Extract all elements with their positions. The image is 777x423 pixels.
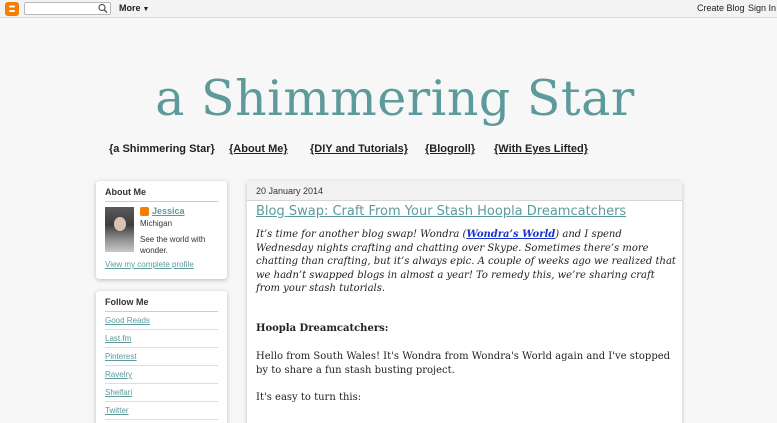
post-subheading: Hoopla Dreamcatchers: — [256, 323, 389, 334]
follow-list — [105, 312, 218, 420]
follow-link-twitter[interactable]: Twitter — [105, 402, 218, 420]
intro-text-before: It’s time for another blog swap! Wondra ( — [256, 229, 467, 240]
follow-link-pinterest[interactable]: Pinterest — [105, 348, 218, 366]
sign-in-link[interactable]: Sign In — [748, 3, 777, 13]
blogger-logo-icon[interactable] — [5, 2, 19, 16]
follow-link-shelfari[interactable]: Shelfari — [105, 384, 218, 402]
blog-title[interactable]: a Shimmering Star — [155, 70, 635, 127]
create-blog-link[interactable]: Create Blog — [697, 3, 745, 13]
wondras-world-link[interactable]: Wondra’s World — [466, 229, 556, 240]
page-link-with-eyes-lifted[interactable]: {With Eyes Lifted} — [494, 143, 589, 155]
page-link-diy-tutorials[interactable]: {DIY and Tutorials} — [310, 143, 409, 155]
follow-me-heading: Follow Me — [105, 297, 149, 307]
profile-location: Michigan — [140, 219, 173, 228]
intro-text-after: ) and I spend Wednesday nights crafting and chatting over Skype. Sometimes there’s more chatting than crafting, but it’s always epic. A couple of weeks ago we realized that we hadn’t swapped blogs in almost a year! To remedy this, we’re sharing craft from your stash tutorials. — [256, 229, 676, 294]
blogger-profile-icon — [140, 207, 149, 216]
follow-link-ravelry[interactable]: Ravelry — [105, 366, 218, 384]
search-icon[interactable] — [98, 3, 108, 14]
post-date: 20 January 2014 — [247, 181, 682, 201]
post-intro — [256, 228, 676, 296]
about-me-widget — [96, 181, 227, 279]
more-menu[interactable] — [119, 3, 149, 13]
about-me-heading: About Me — [105, 187, 146, 197]
search-input[interactable] — [24, 2, 111, 15]
avatar[interactable] — [105, 207, 134, 252]
chevron-down-icon: ▼ — [142, 6, 150, 13]
page-link-blogroll[interactable]: {Blogroll} — [425, 143, 476, 155]
navbar — [0, 0, 777, 18]
post-paragraph: It's easy to turn this: — [256, 392, 362, 403]
profile-name-link[interactable]: Jessica — [152, 206, 185, 216]
post-container — [247, 181, 682, 423]
more-label: More — [119, 3, 141, 13]
post-paragraph: Hello from South Wales! It's Wondra from Wondra's World again and I've stopped by to share a fun stash busting project. — [256, 351, 671, 376]
follow-me-widget — [96, 291, 227, 423]
follow-link-goodreads[interactable]: Good Reads — [105, 312, 218, 330]
profile-description: See the world with wonder. — [140, 235, 206, 255]
page-link-about-me[interactable]: {About Me} — [229, 143, 288, 155]
post-title-link[interactable]: Blog Swap: Craft From Your Stash Hoopla Dreamcatchers — [256, 204, 627, 219]
page-link-home[interactable]: {a Shimmering Star} — [109, 143, 215, 155]
pages-nav — [0, 143, 777, 159]
view-profile-link[interactable]: View my complete profile — [105, 260, 194, 269]
follow-link-lastfm[interactable]: Last.fm — [105, 330, 218, 348]
divider — [105, 201, 218, 202]
